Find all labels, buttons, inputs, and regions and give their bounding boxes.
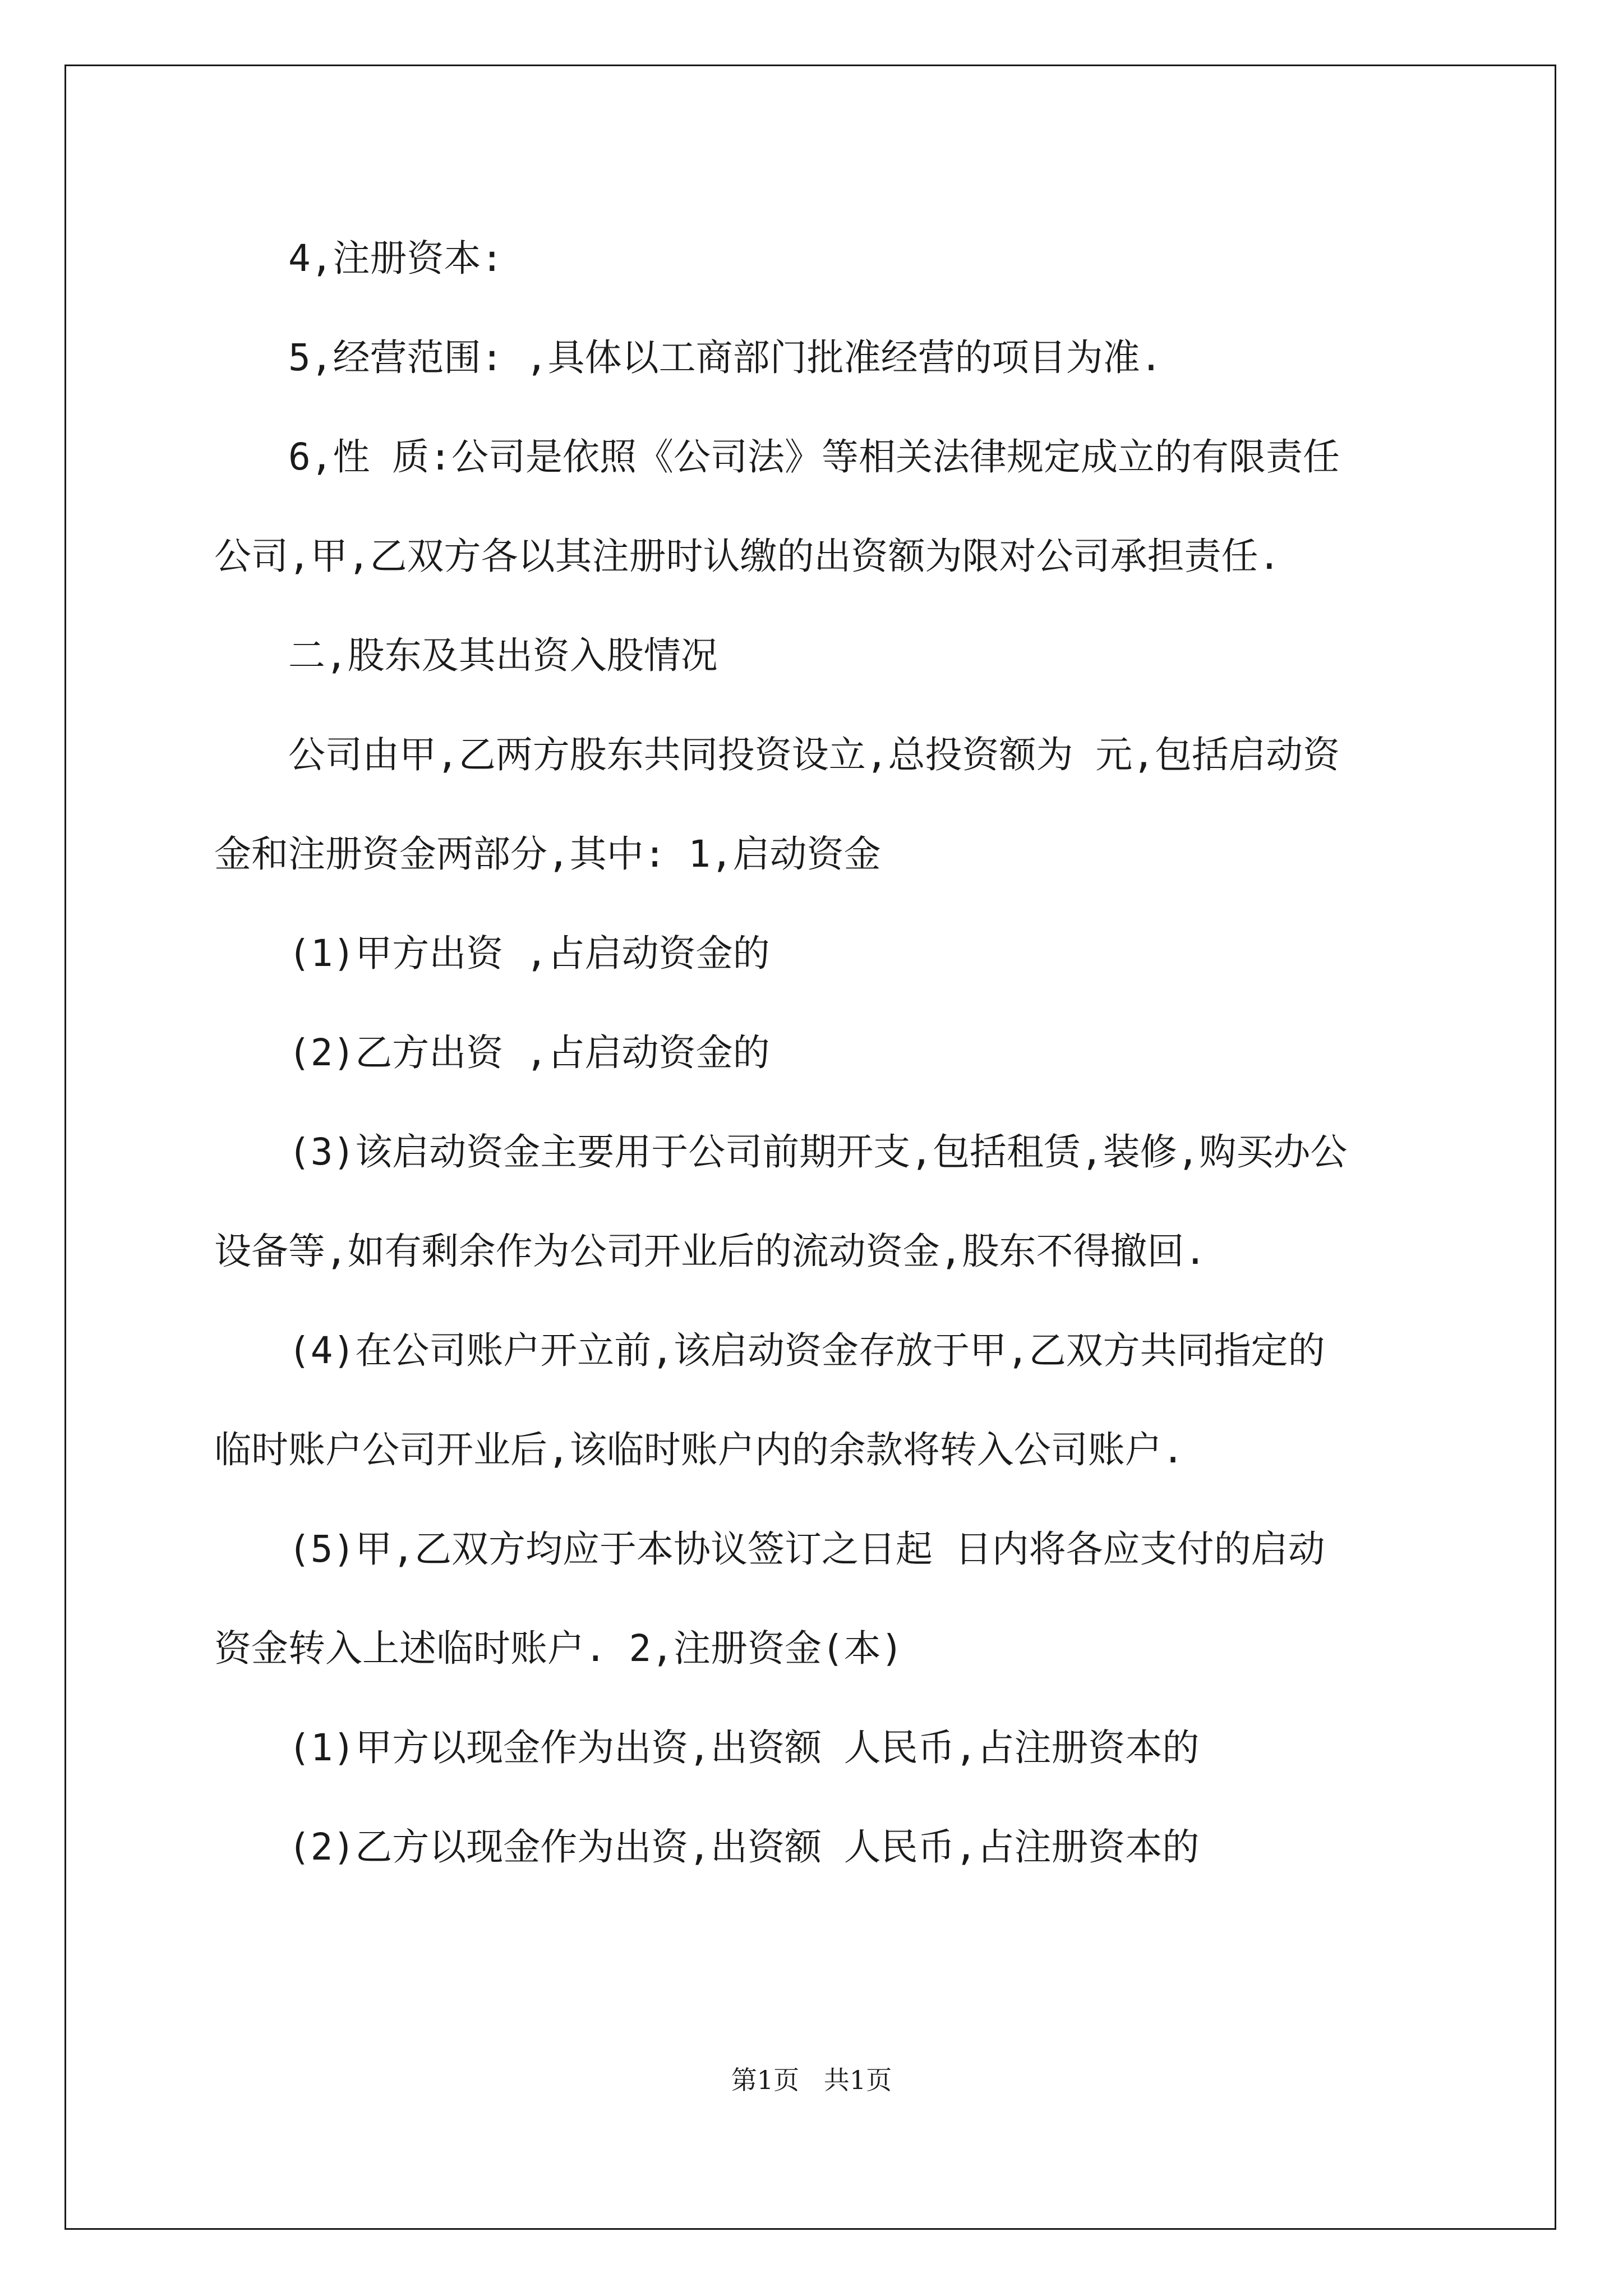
- text-line: 设备等,如有剩余作为公司开业后的流动资金,股东不得撤回.: [214, 1230, 1207, 1273]
- text-line: 金和注册资金两部分,其中: 1,启动资金: [214, 832, 881, 876]
- text-line: 资金转入上述临时账户. 2,注册资金(本): [214, 1627, 903, 1670]
- section-heading: 二,股东及其出资入股情况: [288, 634, 718, 677]
- text-line: (2)乙方出资 ,占启动资金的: [288, 1031, 770, 1074]
- text-line: 4,注册资本:: [288, 237, 504, 280]
- text-line: 5,经营范围: ,具体以工商部门批准经营的项目为准.: [288, 336, 1163, 379]
- text-line: (5)甲,乙双方均应于本协议签订之日起 日内将各应支付的启动: [288, 1527, 1325, 1571]
- text-line: (2)乙方以现金作为出资,出资额 人民币,占注册资本的: [288, 1825, 1200, 1869]
- text-line: 临时账户公司开业后,该临时账户内的余款将转入公司账户.: [214, 1428, 1184, 1471]
- page-number-footer: 第1页 共1页: [731, 2065, 892, 2095]
- text-line: 公司由甲,乙两方股东共同投资设立,总投资额为 元,包括启动资: [288, 733, 1340, 776]
- text-line: (4)在公司账户开立前,该启动资金存放于甲,乙双方共同指定的: [288, 1329, 1325, 1372]
- text-line: 公司,甲,乙双方各以其注册时认缴的出资额为限对公司承担责任.: [214, 535, 1281, 578]
- document-body: [214, 209, 1437, 1897]
- text-line: 6,性 质:公司是依照《公司法》等相关法律规定成立的有限责任: [288, 435, 1340, 478]
- text-line: (1)甲方以现金作为出资,出资额 人民币,占注册资本的: [288, 1726, 1200, 1769]
- text-line: (1)甲方出资 ,占启动资金的: [288, 932, 770, 975]
- text-line: (3)该启动资金主要用于公司前期开支,包括租赁,装修,购买办公: [288, 1130, 1348, 1174]
